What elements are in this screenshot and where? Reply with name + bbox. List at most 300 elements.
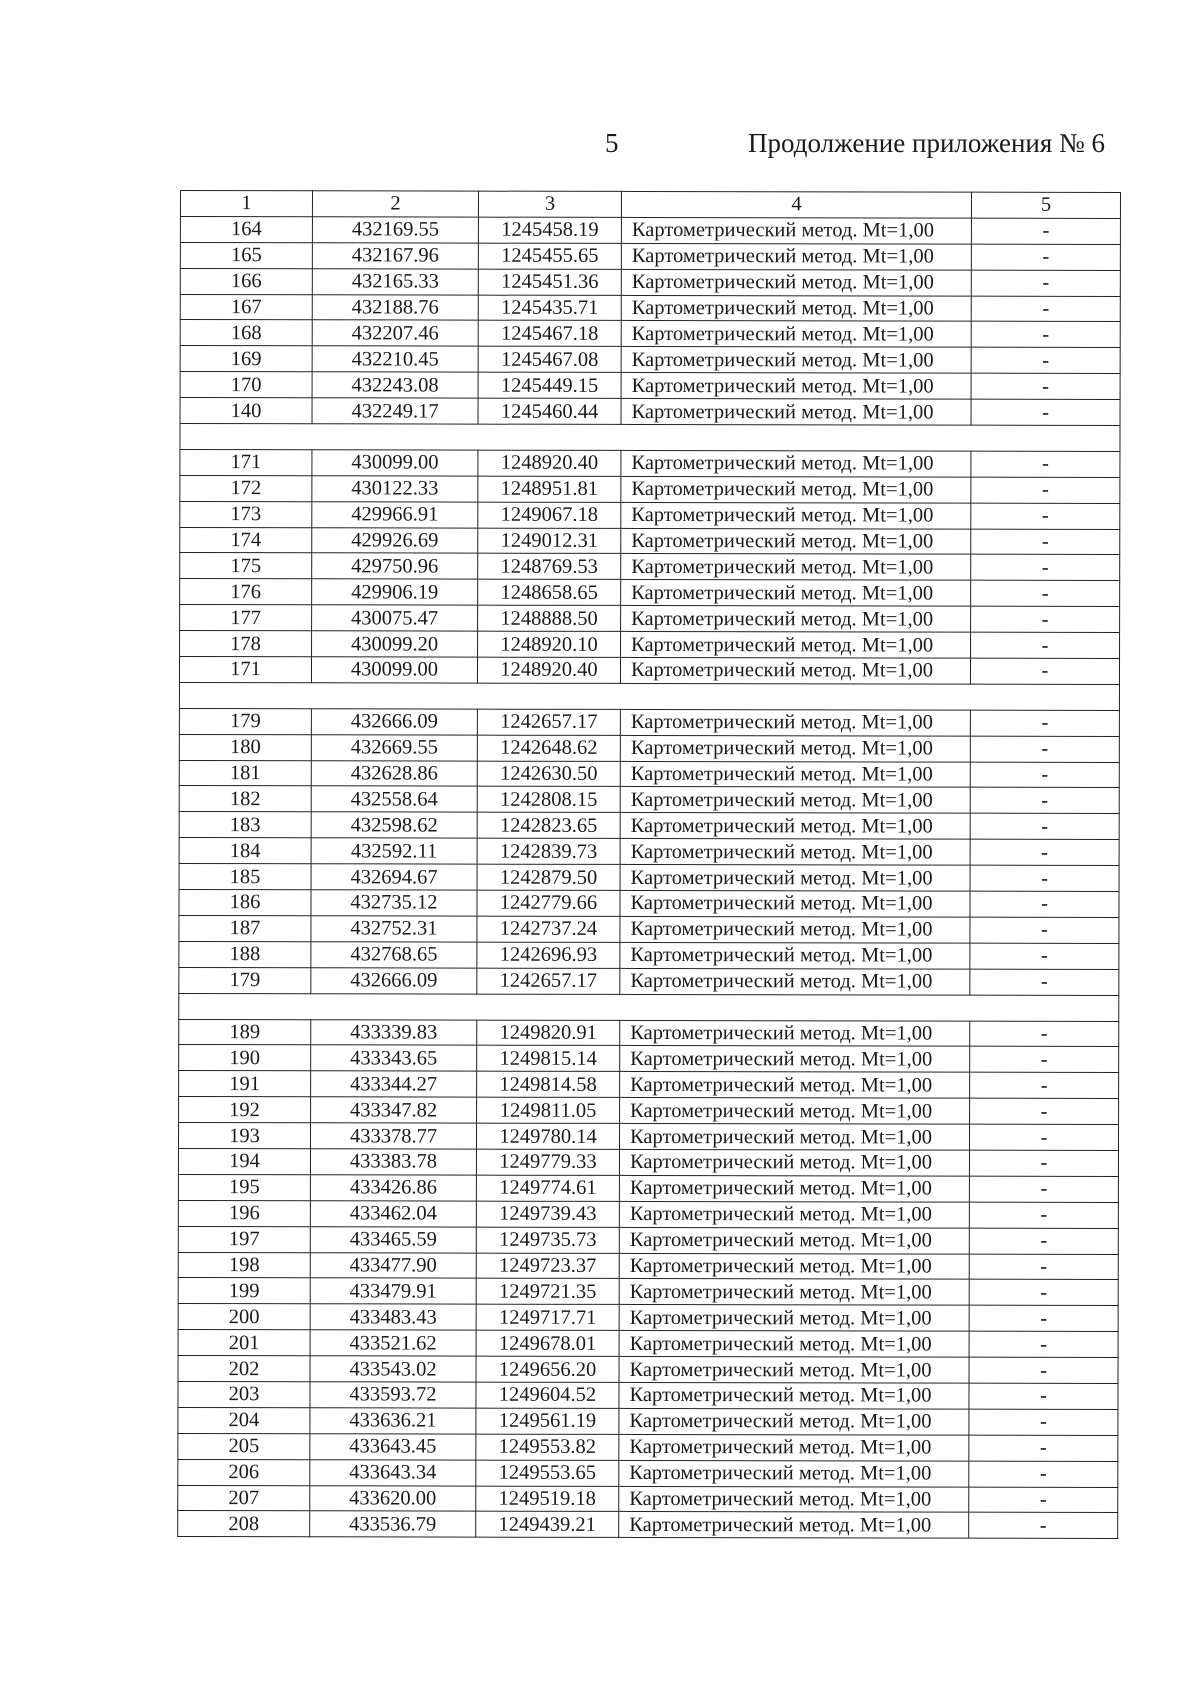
x-coordinate-cell: 432207.46 bbox=[312, 320, 478, 346]
y-coordinate-cell: 1249439.21 bbox=[476, 1512, 619, 1538]
x-coordinate-cell: 432188.76 bbox=[312, 294, 478, 320]
table-row bbox=[178, 1511, 1118, 1539]
separator-cell bbox=[180, 424, 1120, 452]
y-coordinate-cell: 1249779.33 bbox=[476, 1149, 619, 1175]
point-number-cell: 206 bbox=[178, 1459, 310, 1485]
x-coordinate-cell: 432666.09 bbox=[311, 967, 477, 993]
point-number-cell: 208 bbox=[178, 1511, 310, 1537]
y-coordinate-cell: 1242879.50 bbox=[477, 864, 620, 890]
group-separator-row bbox=[179, 993, 1119, 1021]
table-row bbox=[180, 268, 1120, 296]
x-coordinate-cell: 432598.62 bbox=[311, 812, 477, 838]
point-number-cell: 196 bbox=[178, 1200, 310, 1226]
method-cell: Картометрический метод. Mt=1,00 bbox=[620, 916, 970, 943]
method-cell: Картометрический метод. Mt=1,00 bbox=[621, 632, 971, 659]
x-coordinate-cell: 429906.19 bbox=[312, 579, 478, 605]
y-coordinate-cell: 1248769.53 bbox=[478, 554, 621, 580]
error-cell: - bbox=[970, 1021, 1119, 1047]
table-row bbox=[178, 1356, 1118, 1384]
y-coordinate-cell: 1242823.65 bbox=[477, 812, 620, 838]
x-coordinate-cell: 430075.47 bbox=[312, 605, 478, 631]
x-coordinate-cell: 433643.34 bbox=[310, 1459, 476, 1485]
x-coordinate-cell: 432558.64 bbox=[311, 786, 477, 812]
y-coordinate-cell: 1249678.01 bbox=[476, 1330, 619, 1356]
error-cell: - bbox=[970, 788, 1119, 814]
y-coordinate-cell: 1242657.17 bbox=[477, 709, 620, 735]
method-cell: Картометрический метод. Mt=1,00 bbox=[620, 1072, 970, 1099]
x-coordinate-cell: 429926.69 bbox=[312, 527, 478, 553]
method-cell: Картометрический метод. Mt=1,00 bbox=[619, 1227, 969, 1254]
x-coordinate-cell: 433344.27 bbox=[311, 1071, 477, 1097]
table-row bbox=[178, 1226, 1118, 1254]
point-number-cell: 140 bbox=[180, 398, 312, 424]
table-row bbox=[179, 941, 1119, 969]
table-row bbox=[180, 553, 1120, 581]
point-number-cell: 186 bbox=[179, 890, 311, 916]
point-number-cell: 169 bbox=[180, 346, 312, 372]
error-cell: - bbox=[970, 1098, 1119, 1124]
x-coordinate-cell: 433643.45 bbox=[310, 1434, 476, 1460]
table-row bbox=[178, 1123, 1118, 1151]
method-cell: Картометрический метод. Mt=1,00 bbox=[619, 1382, 969, 1409]
point-number-cell: 166 bbox=[180, 268, 312, 294]
y-coordinate-cell: 1248920.10 bbox=[478, 631, 621, 657]
table-row bbox=[180, 449, 1120, 477]
error-cell: - bbox=[970, 736, 1119, 762]
x-coordinate-cell: 432768.65 bbox=[311, 942, 477, 968]
point-number-cell: 195 bbox=[178, 1174, 310, 1200]
error-cell: - bbox=[971, 348, 1120, 374]
table-row bbox=[179, 708, 1119, 736]
table-row bbox=[179, 967, 1119, 995]
error-cell: - bbox=[971, 322, 1120, 348]
table-row bbox=[180, 242, 1120, 270]
table-row bbox=[179, 838, 1119, 866]
point-number-cell: 168 bbox=[180, 320, 312, 346]
y-coordinate-cell: 1245455.65 bbox=[478, 243, 621, 269]
table-row bbox=[179, 786, 1119, 814]
method-cell: Картометрический метод. Mt=1,00 bbox=[621, 554, 971, 581]
method-cell: Картометрический метод. Mt=1,00 bbox=[621, 321, 971, 348]
error-cell: - bbox=[971, 296, 1120, 322]
error-cell: - bbox=[971, 477, 1120, 503]
error-cell: - bbox=[969, 1228, 1118, 1254]
x-coordinate-cell: 432735.12 bbox=[311, 890, 477, 916]
point-number-cell: 179 bbox=[179, 967, 311, 993]
error-cell: - bbox=[969, 1409, 1118, 1435]
y-coordinate-cell: 1249735.73 bbox=[476, 1227, 619, 1253]
method-cell: Картометрический метод. Mt=1,00 bbox=[620, 1098, 970, 1125]
point-number-cell: 188 bbox=[179, 941, 311, 967]
point-number-cell: 194 bbox=[178, 1148, 310, 1174]
method-cell: Картометрический метод. Mt=1,00 bbox=[620, 761, 970, 788]
point-number-cell: 174 bbox=[180, 527, 312, 553]
table-row bbox=[178, 1252, 1118, 1280]
table-row bbox=[179, 890, 1119, 918]
y-coordinate-cell: 1249553.82 bbox=[476, 1434, 619, 1460]
x-coordinate-cell: 432694.67 bbox=[311, 864, 477, 890]
method-cell: Картометрический метод. Mt=1,00 bbox=[619, 1512, 969, 1539]
y-coordinate-cell: 1242808.15 bbox=[477, 787, 620, 813]
y-coordinate-cell: 1248658.65 bbox=[478, 579, 621, 605]
method-cell: Картометрический метод. Mt=1,00 bbox=[620, 657, 970, 684]
table-row bbox=[179, 1045, 1119, 1073]
x-coordinate-cell: 432165.33 bbox=[312, 268, 478, 294]
y-coordinate-cell: 1248920.40 bbox=[478, 450, 621, 476]
y-coordinate-cell: 1249811.05 bbox=[477, 1097, 620, 1123]
y-coordinate-cell: 1249739.43 bbox=[476, 1201, 619, 1227]
method-cell: Картометрический метод. Mt=1,00 bbox=[621, 243, 971, 270]
x-coordinate-cell: 433426.86 bbox=[310, 1175, 476, 1201]
point-number-cell: 202 bbox=[178, 1356, 310, 1382]
column-header: 4 bbox=[621, 191, 971, 218]
error-cell: - bbox=[971, 555, 1120, 581]
y-coordinate-cell: 1242657.17 bbox=[477, 968, 620, 994]
group-separator-row bbox=[179, 682, 1119, 710]
y-coordinate-cell: 1249604.52 bbox=[476, 1382, 619, 1408]
table-row bbox=[179, 1071, 1119, 1099]
error-cell: - bbox=[970, 1047, 1119, 1073]
y-coordinate-cell: 1245460.44 bbox=[478, 398, 621, 424]
y-coordinate-cell: 1249553.65 bbox=[476, 1460, 619, 1486]
error-cell: - bbox=[969, 1280, 1118, 1306]
error-cell: - bbox=[969, 1383, 1118, 1409]
x-coordinate-cell: 432666.09 bbox=[311, 709, 477, 735]
error-cell: - bbox=[971, 581, 1120, 607]
error-cell: - bbox=[969, 1176, 1118, 1202]
table-row bbox=[180, 398, 1120, 426]
point-number-cell: 200 bbox=[178, 1304, 310, 1330]
method-cell: Картометрический метод. Mt=1,00 bbox=[619, 1408, 969, 1435]
table-row bbox=[180, 216, 1120, 244]
y-coordinate-cell: 1249815.14 bbox=[477, 1046, 620, 1072]
column-header: 1 bbox=[180, 191, 312, 217]
y-coordinate-cell: 1245467.08 bbox=[478, 346, 621, 372]
y-coordinate-cell: 1249723.37 bbox=[476, 1253, 619, 1279]
x-coordinate-cell: 433383.78 bbox=[310, 1149, 476, 1175]
method-cell: Картометрический метод. Mt=1,00 bbox=[619, 1486, 969, 1513]
error-cell: - bbox=[970, 1072, 1119, 1098]
point-number-cell: 171 bbox=[180, 449, 312, 475]
point-number-cell: 197 bbox=[178, 1226, 310, 1252]
table-row bbox=[180, 501, 1120, 529]
x-coordinate-cell: 432669.55 bbox=[311, 734, 477, 760]
point-number-cell: 165 bbox=[180, 242, 312, 268]
y-coordinate-cell: 1242648.62 bbox=[477, 735, 620, 761]
x-coordinate-cell: 432243.08 bbox=[312, 372, 478, 398]
point-number-cell: 193 bbox=[178, 1123, 310, 1149]
y-coordinate-cell: 1242696.93 bbox=[477, 942, 620, 968]
table-row bbox=[178, 1200, 1118, 1228]
point-number-cell: 205 bbox=[178, 1433, 310, 1459]
method-cell: Картометрический метод. Mt=1,00 bbox=[620, 813, 970, 840]
error-cell: - bbox=[971, 270, 1120, 296]
x-coordinate-cell: 430099.20 bbox=[312, 631, 478, 657]
y-coordinate-cell: 1249519.18 bbox=[476, 1486, 619, 1512]
x-coordinate-cell: 430099.00 bbox=[311, 657, 477, 683]
error-cell: - bbox=[971, 218, 1120, 244]
table-row bbox=[178, 1148, 1118, 1176]
x-coordinate-cell: 432210.45 bbox=[312, 346, 478, 372]
method-cell: Картометрический метод. Mt=1,00 bbox=[621, 450, 971, 477]
y-coordinate-cell: 1245458.19 bbox=[478, 217, 621, 243]
y-coordinate-cell: 1245449.15 bbox=[478, 372, 621, 398]
method-cell: Картометрический метод. Mt=1,00 bbox=[621, 502, 971, 529]
table-row bbox=[178, 1433, 1118, 1461]
table-row bbox=[179, 864, 1119, 892]
error-cell: - bbox=[969, 1305, 1118, 1331]
method-cell: Картометрический метод. Mt=1,00 bbox=[619, 1201, 969, 1228]
point-number-cell: 189 bbox=[179, 1019, 311, 1045]
x-coordinate-cell: 433593.72 bbox=[310, 1382, 476, 1408]
separator-cell bbox=[179, 993, 1119, 1021]
table-row bbox=[178, 1485, 1118, 1513]
point-number-cell: 203 bbox=[178, 1381, 310, 1407]
method-cell: Картометрический метод. Mt=1,00 bbox=[619, 1331, 969, 1358]
x-coordinate-cell: 433477.90 bbox=[310, 1252, 476, 1278]
method-cell: Картометрический метод. Mt=1,00 bbox=[619, 1305, 969, 1332]
table-row bbox=[180, 605, 1120, 633]
y-coordinate-cell: 1249656.20 bbox=[476, 1356, 619, 1382]
x-coordinate-cell: 433521.62 bbox=[310, 1330, 476, 1356]
y-coordinate-cell: 1242630.50 bbox=[477, 761, 620, 787]
point-number-cell: 167 bbox=[180, 294, 312, 320]
point-number-cell: 192 bbox=[179, 1097, 311, 1123]
error-cell: - bbox=[971, 451, 1120, 477]
point-number-cell: 171 bbox=[179, 657, 311, 683]
table-row bbox=[179, 734, 1119, 762]
point-number-cell: 185 bbox=[179, 864, 311, 890]
error-cell: - bbox=[969, 1435, 1118, 1461]
method-cell: Картометрический метод. Mt=1,00 bbox=[620, 1020, 970, 1047]
method-cell: Картометрический метод. Mt=1,00 bbox=[619, 1357, 969, 1384]
error-cell: - bbox=[969, 1331, 1118, 1357]
method-cell: Картометрический метод. Mt=1,00 bbox=[620, 942, 970, 969]
error-cell: - bbox=[970, 762, 1119, 788]
y-coordinate-cell: 1249012.31 bbox=[478, 528, 621, 554]
point-number-cell: 198 bbox=[178, 1252, 310, 1278]
point-number-cell: 199 bbox=[178, 1278, 310, 1304]
error-cell: - bbox=[971, 632, 1120, 658]
point-number-cell: 173 bbox=[180, 501, 312, 527]
table-row bbox=[179, 657, 1119, 685]
method-cell: Картометрический метод. Mt=1,00 bbox=[619, 1149, 969, 1176]
point-number-cell: 180 bbox=[179, 734, 311, 760]
method-cell: Картометрический метод. Mt=1,00 bbox=[620, 968, 970, 995]
coordinates-table bbox=[177, 190, 1121, 1539]
method-cell: Картометрический метод. Mt=1,00 bbox=[620, 787, 970, 814]
error-cell: - bbox=[971, 373, 1120, 399]
y-coordinate-cell: 1249780.14 bbox=[476, 1123, 619, 1149]
error-cell: - bbox=[970, 917, 1119, 943]
point-number-cell: 172 bbox=[180, 475, 312, 501]
point-number-cell: 179 bbox=[179, 708, 311, 734]
table-row bbox=[180, 346, 1120, 374]
y-coordinate-cell: 1249721.35 bbox=[476, 1279, 619, 1305]
method-cell: Картометрический метод. Mt=1,00 bbox=[619, 1279, 969, 1306]
error-cell: - bbox=[969, 1202, 1118, 1228]
method-cell: Картометрический метод. Mt=1,00 bbox=[619, 1434, 969, 1461]
table-row bbox=[179, 1097, 1119, 1125]
x-coordinate-cell: 433543.02 bbox=[310, 1356, 476, 1382]
y-coordinate-cell: 1249717.71 bbox=[476, 1304, 619, 1330]
separator-cell bbox=[179, 682, 1119, 710]
error-cell: - bbox=[971, 503, 1120, 529]
point-number-cell: 207 bbox=[178, 1485, 310, 1511]
group-separator-row bbox=[180, 424, 1120, 452]
method-cell: Картометрический метод. Mt=1,00 bbox=[620, 1046, 970, 1073]
method-cell: Картометрический метод. Mt=1,00 bbox=[621, 295, 971, 322]
error-cell: - bbox=[971, 606, 1120, 632]
method-cell: Картометрический метод. Mt=1,00 bbox=[620, 709, 970, 736]
x-coordinate-cell: 432628.86 bbox=[311, 760, 477, 786]
y-coordinate-cell: 1242737.24 bbox=[477, 916, 620, 942]
point-number-cell: 191 bbox=[179, 1071, 311, 1097]
x-coordinate-cell: 432167.96 bbox=[312, 243, 478, 269]
x-coordinate-cell: 429966.91 bbox=[312, 501, 478, 527]
point-number-cell: 175 bbox=[180, 553, 312, 579]
method-cell: Картометрический метод. Mt=1,00 bbox=[621, 606, 971, 633]
table-header-row bbox=[180, 191, 1120, 219]
method-cell: Картометрический метод. Mt=1,00 bbox=[619, 1175, 969, 1202]
error-cell: - bbox=[971, 244, 1120, 270]
table-row bbox=[180, 372, 1120, 400]
y-coordinate-cell: 1245435.71 bbox=[478, 295, 621, 321]
method-cell: Картометрический метод. Mt=1,00 bbox=[621, 580, 971, 607]
y-coordinate-cell: 1245451.36 bbox=[478, 269, 621, 295]
y-coordinate-cell: 1248920.40 bbox=[477, 657, 620, 683]
x-coordinate-cell: 433479.91 bbox=[310, 1278, 476, 1304]
method-cell: Картометрический метод. Mt=1,00 bbox=[620, 839, 970, 866]
x-coordinate-cell: 433462.04 bbox=[310, 1201, 476, 1227]
table-body bbox=[178, 216, 1121, 1538]
table-row bbox=[180, 579, 1120, 607]
x-coordinate-cell: 433620.00 bbox=[310, 1485, 476, 1511]
table-row bbox=[179, 1019, 1119, 1047]
x-coordinate-cell: 433483.43 bbox=[310, 1304, 476, 1330]
error-cell: - bbox=[969, 1254, 1118, 1280]
error-cell: - bbox=[970, 814, 1119, 840]
error-cell: - bbox=[970, 839, 1119, 865]
x-coordinate-cell: 432169.55 bbox=[312, 217, 478, 243]
column-header: 3 bbox=[478, 191, 621, 217]
point-number-cell: 164 bbox=[180, 216, 312, 242]
error-cell: - bbox=[970, 658, 1119, 684]
document-header-title: Продолжение приложения № 6 bbox=[748, 128, 1106, 158]
x-coordinate-cell: 432752.31 bbox=[311, 916, 477, 942]
point-number-cell: 204 bbox=[178, 1407, 310, 1433]
table-row bbox=[179, 812, 1119, 840]
y-coordinate-cell: 1242779.66 bbox=[477, 890, 620, 916]
column-header: 5 bbox=[971, 192, 1120, 218]
method-cell: Картометрический метод. Mt=1,00 bbox=[620, 735, 970, 762]
method-cell: Картометрический метод. Mt=1,00 bbox=[619, 1460, 969, 1487]
method-cell: Картометрический метод. Mt=1,00 bbox=[621, 347, 971, 374]
point-number-cell: 177 bbox=[180, 605, 312, 631]
y-coordinate-cell: 1249774.61 bbox=[476, 1175, 619, 1201]
y-coordinate-cell: 1249067.18 bbox=[478, 502, 621, 528]
error-cell: - bbox=[971, 529, 1120, 555]
x-coordinate-cell: 433536.79 bbox=[310, 1511, 476, 1537]
point-number-cell: 184 bbox=[179, 838, 311, 864]
table-row bbox=[178, 1381, 1118, 1409]
x-coordinate-cell: 433465.59 bbox=[310, 1226, 476, 1252]
y-coordinate-cell: 1245467.18 bbox=[478, 321, 621, 347]
table-row bbox=[178, 1459, 1118, 1487]
table-row bbox=[178, 1407, 1118, 1435]
y-coordinate-cell: 1249820.91 bbox=[477, 1020, 620, 1046]
y-coordinate-cell: 1248888.50 bbox=[478, 605, 621, 631]
x-coordinate-cell: 433343.65 bbox=[311, 1045, 477, 1071]
error-cell: - bbox=[970, 891, 1119, 917]
table-row bbox=[178, 1174, 1118, 1202]
y-coordinate-cell: 1249814.58 bbox=[477, 1071, 620, 1097]
method-cell: Картометрический метод. Mt=1,00 bbox=[619, 1253, 969, 1280]
error-cell: - bbox=[969, 1150, 1118, 1176]
point-number-cell: 187 bbox=[179, 915, 311, 941]
table-row bbox=[178, 1330, 1118, 1358]
table-row bbox=[180, 294, 1120, 322]
point-number-cell: 178 bbox=[180, 631, 312, 657]
point-number-cell: 183 bbox=[179, 812, 311, 838]
method-cell: Картометрический метод. Mt=1,00 bbox=[621, 269, 971, 296]
error-cell: - bbox=[969, 1461, 1118, 1487]
table-row bbox=[180, 475, 1120, 503]
x-coordinate-cell: 433636.21 bbox=[310, 1408, 476, 1434]
x-coordinate-cell: 433347.82 bbox=[311, 1097, 477, 1123]
point-number-cell: 182 bbox=[179, 786, 311, 812]
method-cell: Картометрический метод. Mt=1,00 bbox=[620, 865, 970, 892]
x-coordinate-cell: 430099.00 bbox=[312, 450, 478, 476]
method-cell: Картометрический метод. Mt=1,00 bbox=[620, 890, 970, 917]
table-row bbox=[178, 1304, 1118, 1332]
table-row bbox=[180, 631, 1120, 659]
method-cell: Картометрический метод. Mt=1,00 bbox=[619, 1123, 969, 1150]
x-coordinate-cell: 429750.96 bbox=[312, 553, 478, 579]
table-row bbox=[179, 915, 1119, 943]
table-row bbox=[180, 527, 1120, 555]
error-cell: - bbox=[971, 399, 1120, 425]
table-row bbox=[178, 1278, 1118, 1306]
x-coordinate-cell: 433378.77 bbox=[310, 1123, 476, 1149]
x-coordinate-cell: 432592.11 bbox=[311, 838, 477, 864]
x-coordinate-cell: 430122.33 bbox=[312, 476, 478, 502]
point-number-cell: 170 bbox=[180, 372, 312, 398]
point-number-cell: 176 bbox=[180, 579, 312, 605]
table-row bbox=[180, 320, 1120, 348]
table-row bbox=[179, 760, 1119, 788]
method-cell: Картометрический метод. Mt=1,00 bbox=[621, 528, 971, 555]
y-coordinate-cell: 1249561.19 bbox=[476, 1408, 619, 1434]
page-number: 5 bbox=[605, 128, 619, 158]
error-cell: - bbox=[970, 969, 1119, 995]
point-number-cell: 201 bbox=[178, 1330, 310, 1356]
x-coordinate-cell: 432249.17 bbox=[312, 398, 478, 424]
method-cell: Картометрический метод. Mt=1,00 bbox=[621, 217, 971, 244]
point-number-cell: 190 bbox=[179, 1045, 311, 1071]
error-cell: - bbox=[970, 943, 1119, 969]
error-cell: - bbox=[969, 1513, 1118, 1539]
error-cell: - bbox=[970, 865, 1119, 891]
column-header: 2 bbox=[312, 191, 478, 217]
method-cell: Картометрический метод. Mt=1,00 bbox=[621, 399, 971, 426]
method-cell: Картометрический метод. Mt=1,00 bbox=[621, 373, 971, 400]
error-cell: - bbox=[969, 1487, 1118, 1513]
error-cell: - bbox=[969, 1357, 1118, 1383]
point-number-cell: 181 bbox=[179, 760, 311, 786]
y-coordinate-cell: 1242839.73 bbox=[477, 838, 620, 864]
y-coordinate-cell: 1248951.81 bbox=[478, 476, 621, 502]
